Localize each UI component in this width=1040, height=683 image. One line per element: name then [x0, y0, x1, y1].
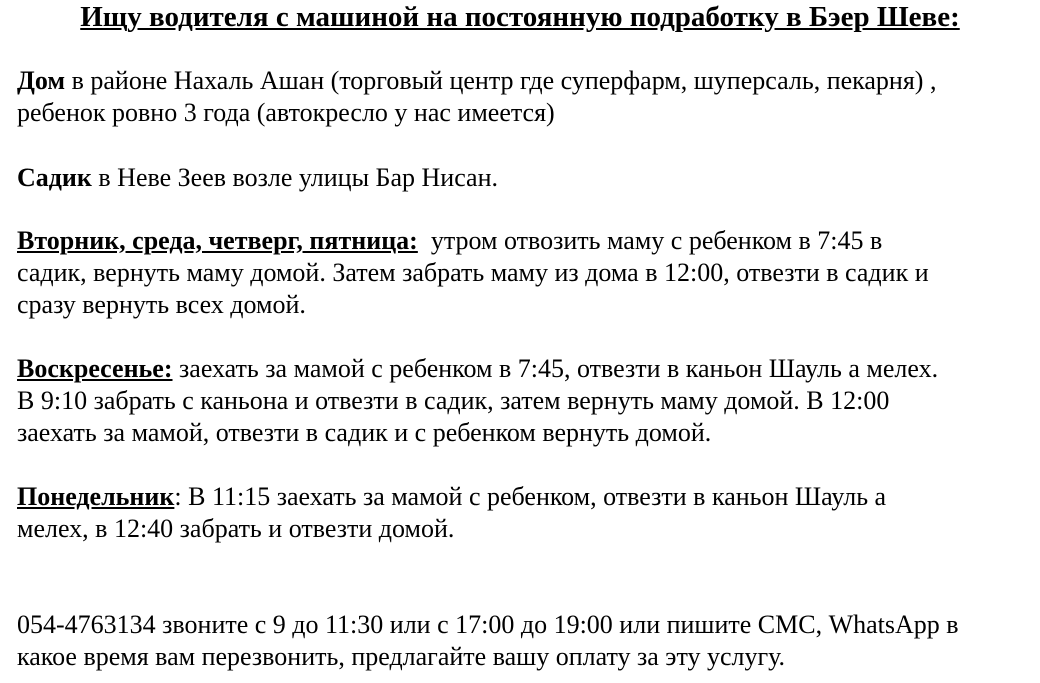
home-label: Дом: [17, 66, 66, 95]
contact-text-line2: какое время вам перезвонить, предлагайте вашу оплату за эту услугу.: [17, 642, 786, 671]
home-paragraph: [17, 65, 1027, 129]
kindergarten-text: в Неве Зеев возле улицы Бар Нисан.: [91, 163, 499, 192]
tue-fri-paragraph: [17, 225, 1027, 321]
tue-fri-text-line1: утром отвозить маму с ребенком в 7:45 в: [417, 226, 883, 255]
monday-paragraph: [17, 481, 1027, 545]
tue-fri-text-line2: садик, вернуть маму домой. Затем забрать маму из дома в 12:00, отвезти в садик и: [17, 258, 929, 287]
kindergarten-label: Садик: [17, 163, 92, 192]
monday-text-line2: мелех, в 12:40 забрать и отвезти домой.: [17, 514, 455, 543]
sunday-text-line3: заехать за мамой, отвезти в садик и с ребенком вернуть домой.: [17, 418, 712, 447]
contact-paragraph: [17, 609, 1027, 673]
contact-text-line1: 054-4763134 звоните с 9 до 11:30 или с 17:00 до 19:00 или пишите СМС, WhatsApp в: [17, 610, 959, 639]
monday-label: Понедельник: [17, 482, 175, 511]
ad-title: Ищу водителя с машиной на постоянную подработку в Бэер Шеве:: [80, 1, 960, 33]
home-text-line1: в районе Нахаль Ашан (торговый центр где суперфарм, шуперсаль, пекарня) ,: [65, 66, 937, 95]
tue-fri-text-line3: сразу вернуть всех домой.: [17, 290, 306, 319]
tue-fri-label: Вторник, среда, четверг, пятница:: [17, 226, 418, 255]
sunday-paragraph: [17, 353, 1027, 449]
sunday-label: Воскресенье:: [17, 354, 173, 383]
home-text-line2: ребенок ровно 3 года (автокресло у нас имеется): [17, 98, 555, 127]
sunday-text-line1: заехать за мамой с ребенком в 7:45, отвезти в каньон Шауль а мелех.: [172, 354, 939, 383]
sunday-text-line2: В 9:10 забрать с каньона и отвезти в садик, затем вернуть маму домой. В 12:00: [17, 386, 890, 415]
kindergarten-paragraph: [17, 162, 1027, 194]
monday-text-line1: : В 11:15 заехать за мамой с ребенком, отвезти в каньон Шауль а: [174, 482, 887, 511]
